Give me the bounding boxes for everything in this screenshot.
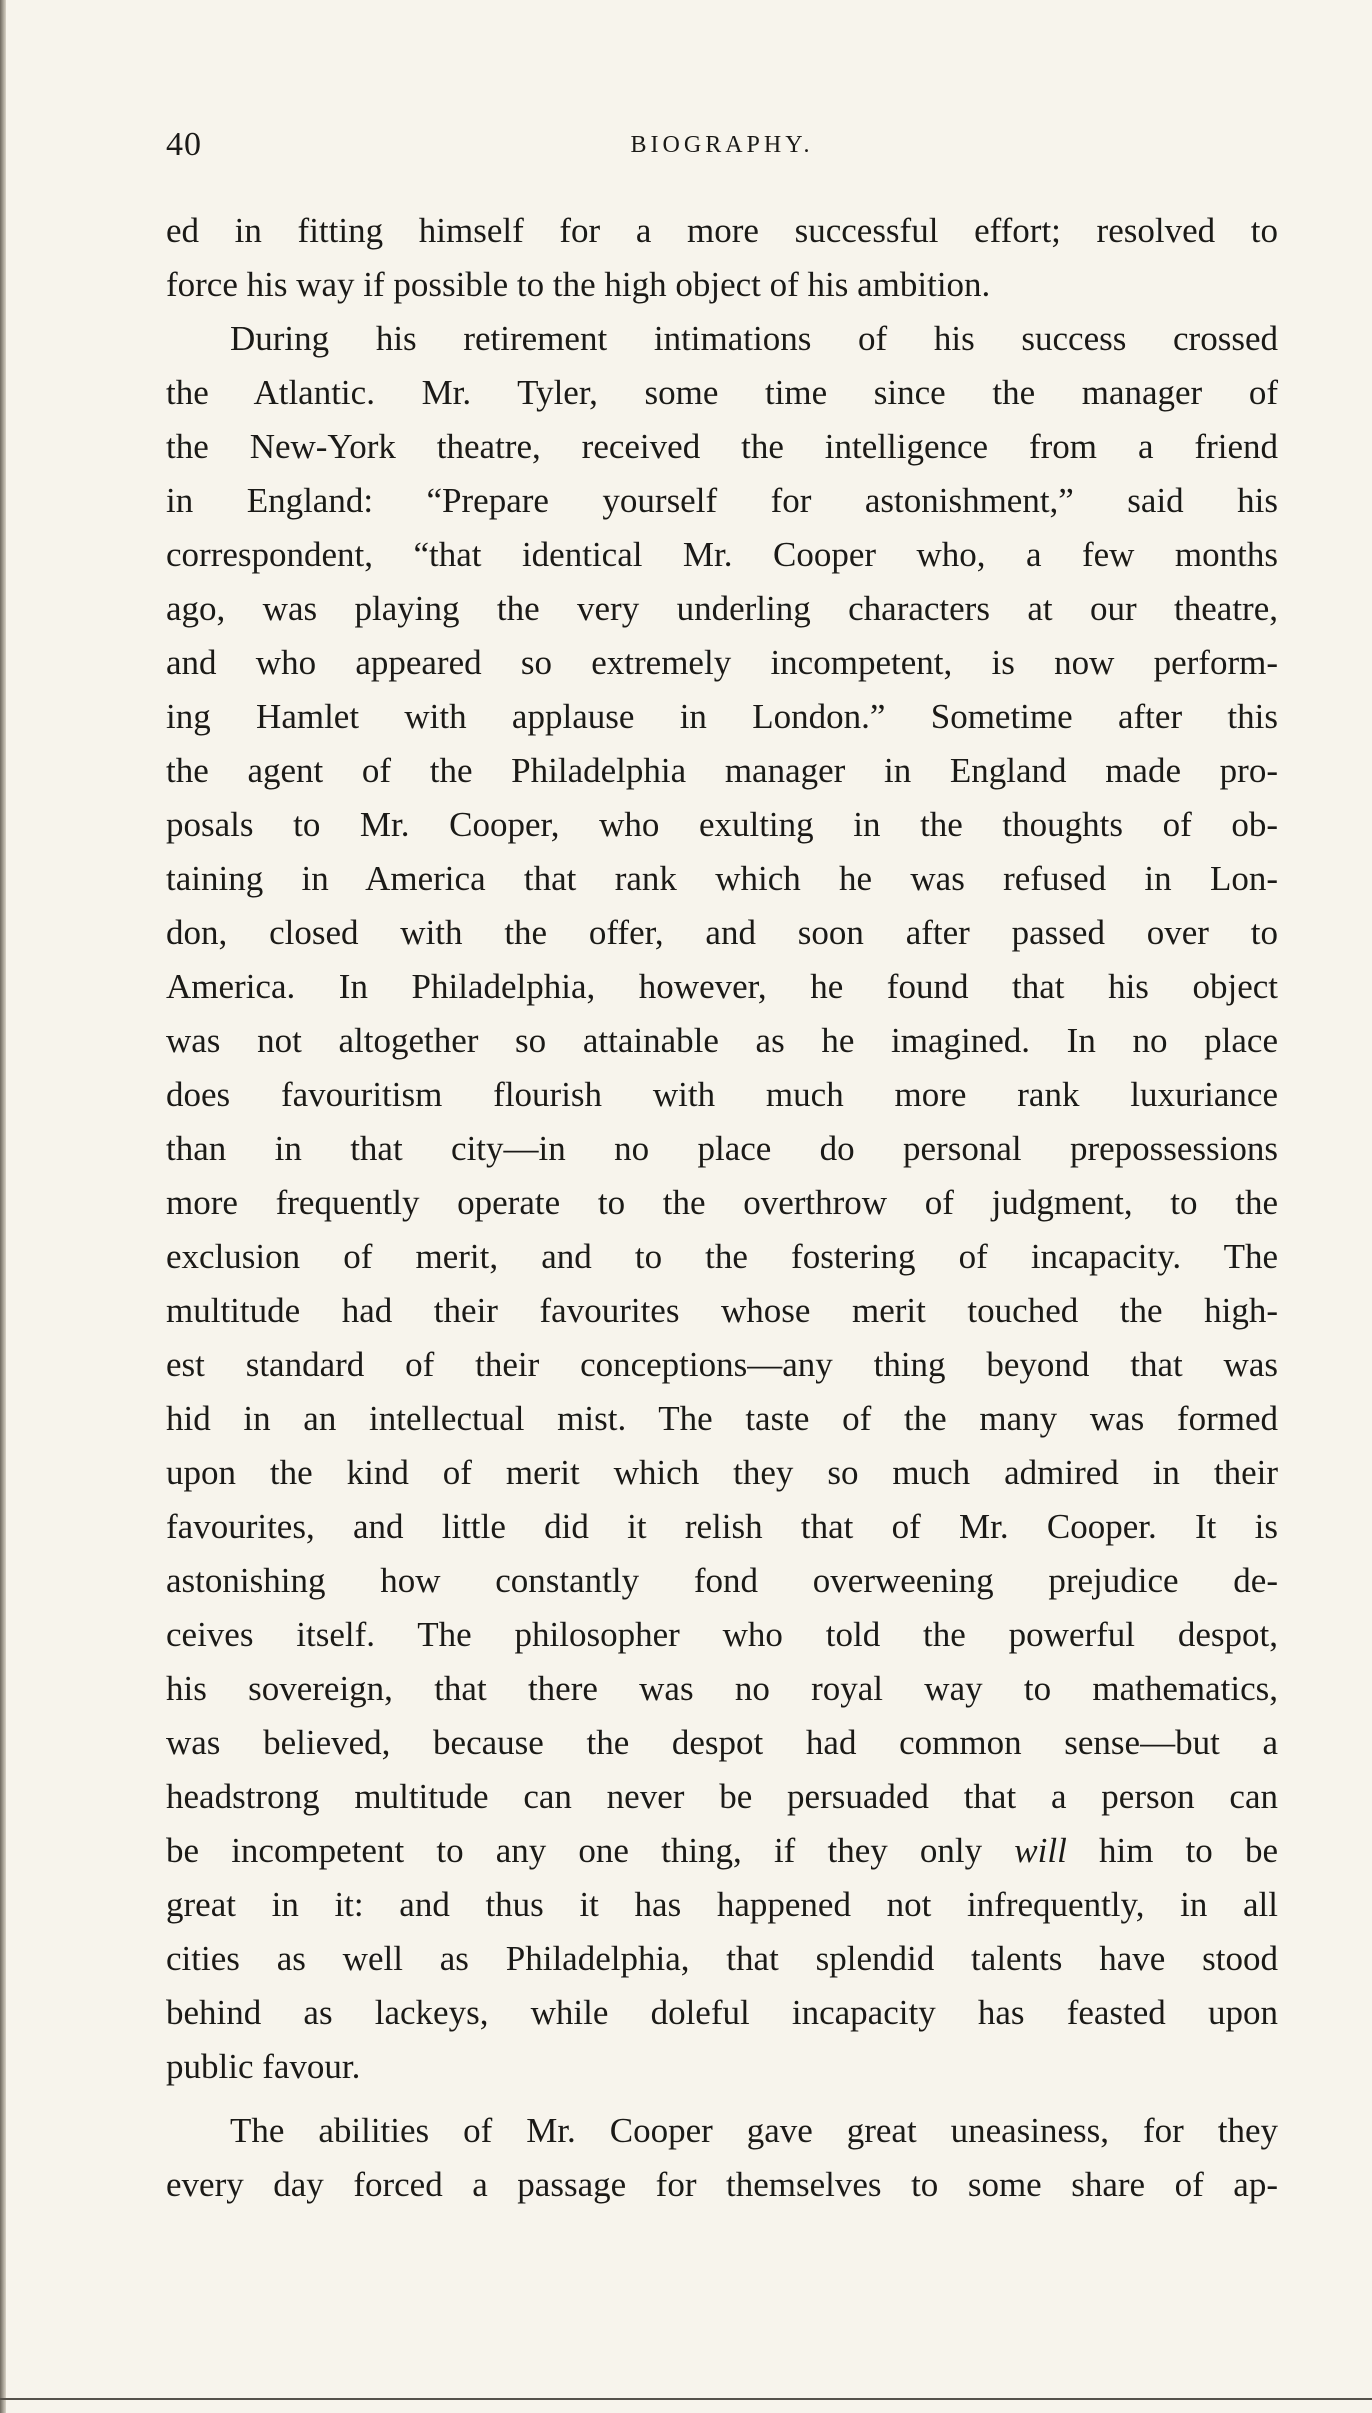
page-header: [166, 126, 1278, 176]
text-line: hid in an intellectual mist. The taste of the many was formed: [166, 1399, 1278, 1438]
text-line: was believed, because the despot had common sense—but a: [166, 1723, 1278, 1762]
bottom-rule: [0, 2398, 1372, 2400]
page-number: 40: [166, 126, 202, 163]
text-line: public favour.: [166, 2047, 361, 2086]
italic-word: will: [1014, 1831, 1067, 1870]
body-text: [166, 204, 1278, 2212]
text-line: ceives itself. The philosopher who told the powerful despot,: [166, 1615, 1278, 1654]
text-line: America. In Philadelphia, however, he found that his object: [166, 967, 1278, 1006]
text-line: posals to Mr. Cooper, who exulting in the thoughts of ob-: [166, 805, 1278, 844]
text-line: favourites, and little did it relish that of Mr. Cooper. It is: [166, 1507, 1278, 1546]
text-run: be incompetent to any one thing, if they only: [166, 1831, 1015, 1870]
text-line: taining in America that rank which he was refused in Lon-: [166, 859, 1278, 898]
text-line: ago, was playing the very underling characters at our theatre,: [166, 589, 1278, 628]
text-line: exclusion of merit, and to the fostering of incapacity. The: [166, 1237, 1278, 1276]
page-edge: [0, 0, 6, 2413]
text-line: the Atlantic. Mr. Tyler, some time since the manager of: [166, 373, 1278, 412]
text-line: the agent of the Philadelphia manager in England made pro-: [166, 751, 1278, 790]
text-line: upon the kind of merit which they so much admired in their: [166, 1453, 1278, 1492]
text-line: cities as well as Philadelphia, that splendid talents have stood: [166, 1939, 1278, 1978]
text-line: than in that city—in no place do personal prepossessions: [166, 1129, 1278, 1168]
running-head: BIOGRAPHY.: [630, 132, 814, 158]
text-line: force his way if possible to the high object of his ambition.: [166, 265, 991, 304]
text-line: correspondent, “that identical Mr. Cooper who, a few months: [166, 535, 1278, 574]
text-line: behind as lackeys, while doleful incapacity has feasted upon: [166, 1993, 1278, 2032]
text-line-with-italic: [166, 1824, 1278, 1878]
text-line: his sovereign, that there was no royal way to mathematics,: [166, 1669, 1278, 1708]
text-line: don, closed with the offer, and soon after passed over to: [166, 913, 1278, 952]
paragraph-start-line: The abilities of Mr. Cooper gave great uneasiness, for they: [230, 2111, 1278, 2150]
text-line: est standard of their conceptions—any thing beyond that was: [166, 1345, 1278, 1384]
text-line: was not altogether so attainable as he imagined. In no place: [166, 1021, 1278, 1060]
text-line: and who appeared so extremely incompetent, is now perform-: [166, 643, 1278, 682]
text-line: headstrong multitude can never be persuaded that a person can: [166, 1777, 1278, 1816]
text-line: ing Hamlet with applause in London.” Sometime after this: [166, 697, 1278, 736]
text-line: the New-York theatre, received the intelligence from a friend: [166, 427, 1278, 466]
text-line: in England: “Prepare yourself for astonishment,” said his: [166, 481, 1278, 520]
text-line: multitude had their favourites whose merit touched the high-: [166, 1291, 1278, 1330]
text-line: every day forced a passage for themselves to some share of ap-: [166, 2165, 1278, 2204]
text-line: ed in fitting himself for a more successful effort; resolved to: [166, 211, 1278, 250]
text-line: more frequently operate to the overthrow of judgment, to the: [166, 1183, 1278, 1222]
text-run: him to be: [1066, 1831, 1279, 1870]
text-line: great in it: and thus it has happened not infrequently, in all: [166, 1885, 1278, 1924]
text-line: does favouritism flourish with much more rank luxuriance: [166, 1075, 1278, 1114]
text-line: astonishing how constantly fond overweening prejudice de-: [166, 1561, 1278, 1600]
paragraph-start-line: During his retirement intimations of his success crossed: [230, 319, 1278, 358]
